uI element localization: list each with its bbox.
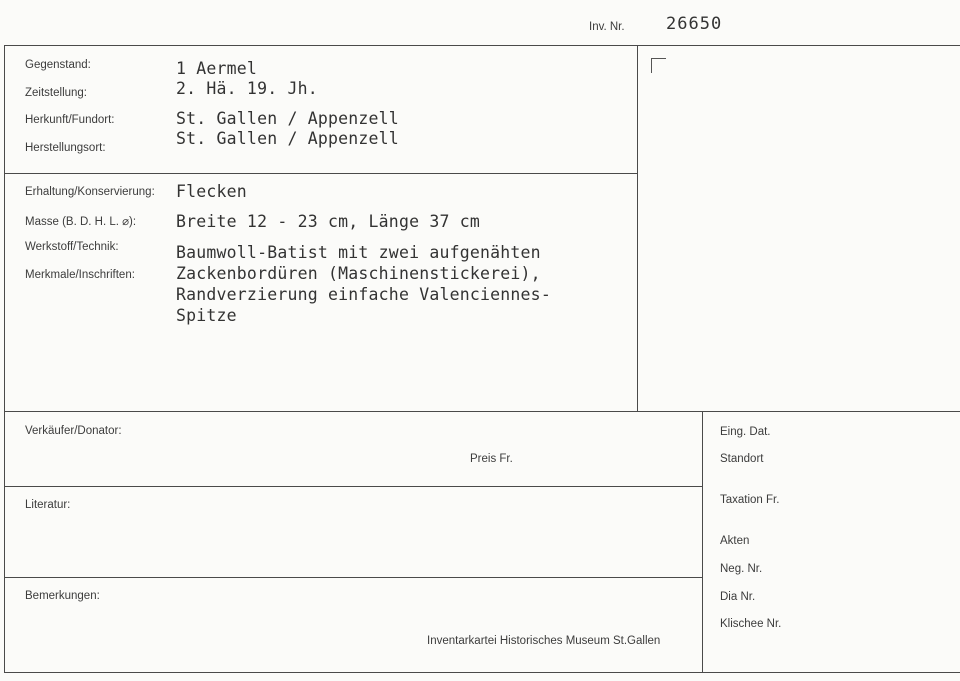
vertical-divider-lower	[702, 411, 703, 673]
label-zeitstellung: Zeitstellung:	[25, 87, 88, 99]
label-standort: Standort	[720, 453, 764, 465]
label-eing-dat: Eing. Dat.	[720, 426, 771, 438]
literatur-rule	[4, 486, 702, 487]
photo-corner-mark	[651, 58, 666, 73]
label-klischee-nr: Klischee Nr.	[720, 618, 782, 630]
left-rule	[4, 45, 5, 673]
value-herkunft: St. Gallen / Appenzell	[176, 109, 399, 128]
label-dia-nr: Dia Nr.	[720, 591, 756, 603]
value-zeitstellung: 2. Hä. 19. Jh.	[176, 79, 318, 98]
label-masse: Masse (B. D. H. L. ⌀):	[25, 216, 137, 228]
label-gegenstand: Gegenstand:	[25, 59, 91, 71]
label-neg-nr: Neg. Nr.	[720, 563, 763, 575]
label-erhaltung: Erhaltung/Konservierung:	[25, 186, 155, 198]
value-description-line-2: Zackenbordüren (Maschinenstickerei),	[176, 264, 541, 283]
value-description-line-1: Baumwoll-Batist mit zwei aufgenähten	[176, 243, 541, 262]
card-footer: Inventarkartei Historisches Museum St.Gallen	[427, 635, 661, 647]
section1-rule	[4, 173, 638, 174]
label-merkmale: Merkmale/Inschriften:	[25, 269, 135, 281]
value-masse: Breite 12 - 23 cm, Länge 37 cm	[176, 212, 481, 231]
bottom-rule	[4, 672, 960, 673]
vertical-divider-upper	[637, 45, 638, 412]
label-bemerkungen: Bemerkungen:	[25, 590, 100, 602]
top-rule	[4, 45, 960, 46]
label-werkstoff: Werkstoff/Technik:	[25, 241, 119, 253]
value-erhaltung: Flecken	[176, 182, 247, 201]
value-description-line-4: Spitze	[176, 306, 237, 325]
label-taxation: Taxation Fr.	[720, 494, 780, 506]
inv-nr-value: 26650	[666, 14, 723, 34]
value-description-line-3: Randverzierung einfache Valenciennes-	[176, 285, 551, 304]
inv-nr-label: Inv. Nr.	[589, 21, 625, 33]
label-verkaeufer: Verkäufer/Donator:	[25, 425, 122, 437]
label-herstellungsort: Herstellungsort:	[25, 142, 106, 154]
middle-rule	[4, 411, 960, 412]
value-herstellungsort: St. Gallen / Appenzell	[176, 129, 399, 148]
label-herkunft: Herkunft/Fundort:	[25, 114, 115, 126]
bemerkungen-rule	[4, 577, 702, 578]
value-gegenstand: 1 Aermel	[176, 59, 258, 78]
label-literatur: Literatur:	[25, 499, 71, 511]
label-akten: Akten	[720, 535, 750, 547]
label-preis: Preis Fr.	[470, 453, 513, 465]
